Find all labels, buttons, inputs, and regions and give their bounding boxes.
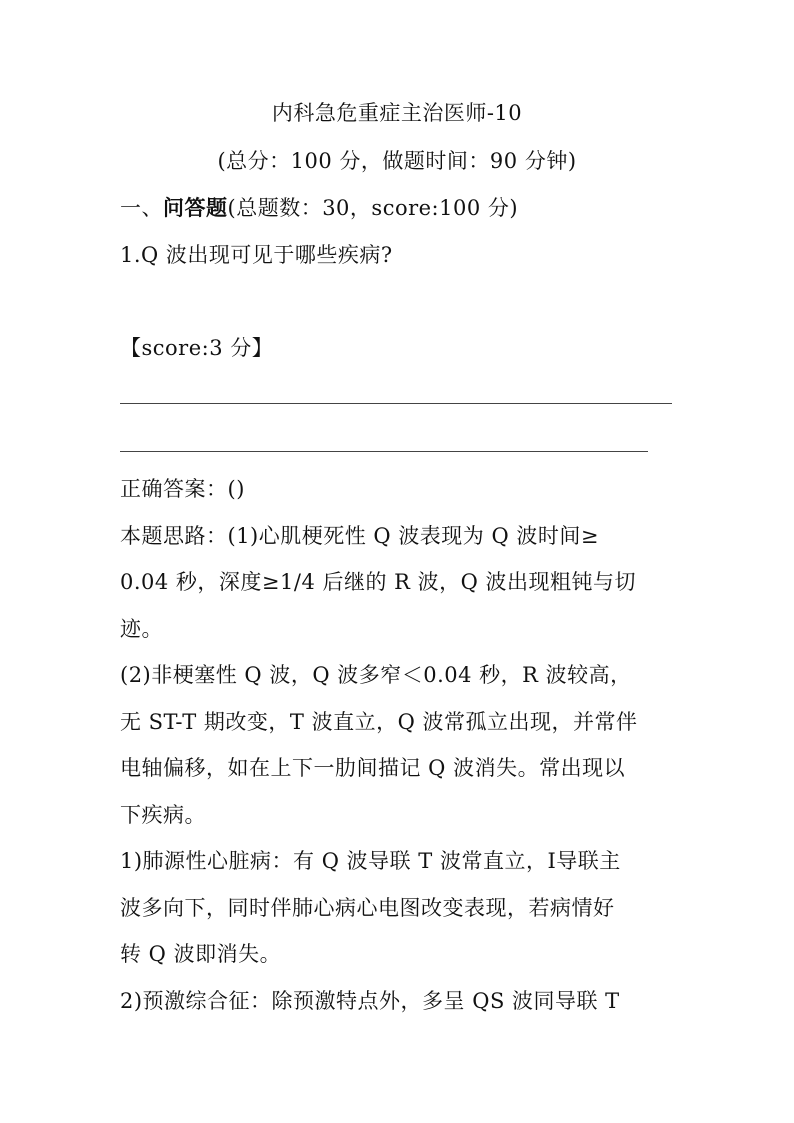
correct-answer-label: 正确答案：() (120, 477, 245, 501)
section-heading (120, 193, 518, 223)
answer-line: 0.04 秒，深度≥1/4 后继的 R 波，Q 波出现粗钝与切 (120, 570, 637, 594)
answer-line: 无 ST-T 期改变，T 波直立，Q 波常孤立出现，并常伴 (120, 710, 638, 734)
answer-line: 本题思路：(1)心肌梗死性 Q 波表现为 Q 波时间≥ (120, 524, 599, 548)
section-name: 问答题 (163, 196, 228, 220)
question-text: 1.Q 波出现可见于哪些疾病? (120, 243, 393, 267)
answer-line: 2)预激综合征：除预激特点外，多呈 QS 波同导联 T (120, 989, 620, 1013)
question-score: 【score:3 分】 (120, 336, 274, 360)
answer-line: 转 Q 波即消失。 (120, 942, 282, 966)
answer-blank-line-1 (120, 403, 672, 404)
answer-line: (2)非梗塞性 Q 波，Q 波多窄＜0.04 秒，R 波较高， (120, 663, 632, 687)
answer-line: 迹。 (120, 617, 163, 641)
answer-line: 波多向下，同时伴肺心病心电图改变表现，若病情好 (120, 896, 615, 920)
section-prefix: 一、 (120, 196, 163, 220)
section-meta: (总题数：30，score:100 分) (227, 196, 519, 220)
answer-line: 下疾病。 (120, 803, 206, 827)
answer-blank-line-2 (120, 451, 648, 452)
answer-line: 1)肺源性心脏病：有 Q 波导联 T 波常直立，Ⅰ导联主 (120, 849, 621, 873)
answer-line: 电轴偏移，如在上下一肋间描记 Q 波消失。常出现以 (120, 756, 626, 780)
exam-subtitle: (总分：100 分，做题时间：90 分钟) (217, 149, 577, 173)
exam-title: 内科急危重症主治医师-10 (271, 101, 523, 125)
